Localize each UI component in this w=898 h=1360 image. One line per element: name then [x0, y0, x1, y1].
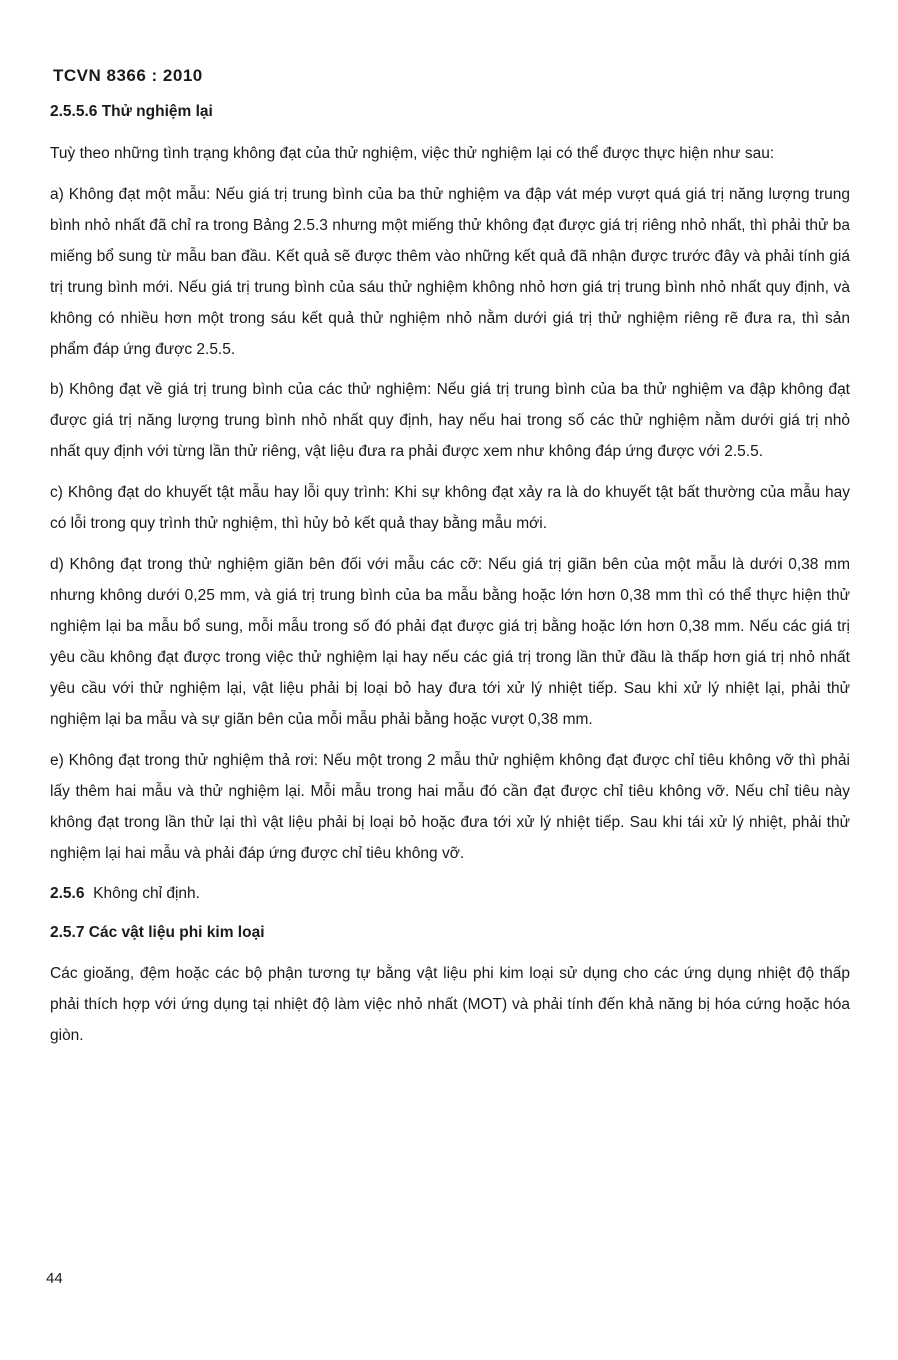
section-257-heading: 2.5.7 Các vật liệu phi kim loại [50, 924, 265, 941]
section-256-text: Không chỉ định. [93, 885, 200, 902]
item-d-paragraph: d) Không đạt trong thử nghiệm giãn bên đối với mẫu các cỡ: Nếu giá trị giãn bên của một mẫu là dưới 0,38 mm nhưng không dưới 0,25 mm, và giá trị trung bình của ba mẫu bằng hoặc lớn hơn 0,38 mm thì có thể thực hiện thử nghiệm lại ba mẫu bổ sung, mỗi mẫu trong số đó phải đạt được giá trị bằng hoặc lớn hơn 0,38 mm. Nếu các giá trị yêu cầu không đạt được trong việc thử nghiệm lại hay nếu các giá trị trong lần thử đầu là thấp hơn giá trị nhỏ nhất yêu cầu với thử nghiệm lại, vật liệu phải bị loại bỏ hay đưa tới xử lý nhiệt tiếp. Sau khi xử lý nhiệt lại, phải thử nghiệm lại ba mẫu và sự giãn bên của mỗi mẫu phải bằng hoặc vượt 0,38 mm. [50, 556, 850, 728]
standard-code-header: TCVN 8366 : 2010 [53, 66, 203, 85]
section-2556-heading: 2.5.5.6 Thử nghiệm lại [50, 103, 213, 120]
section-256-number: 2.5.6 [50, 885, 85, 902]
intro-paragraph: Tuỳ theo những tình trạng không đạt của thử nghiệm, việc thử nghiệm lại có thể được thực hiện như sau: [50, 145, 775, 162]
item-c-paragraph: c) Không đạt do khuyết tật mẫu hay lỗi quy trình: Khi sự không đạt xảy ra là do khuyết tật bất thường của mẫu hay có lỗi trong quy trình thử nghiệm, thì hủy bỏ kết quả thay bằng mẫu mới. [50, 484, 850, 532]
section-256-paragraph [50, 878, 850, 909]
item-b-paragraph: b) Không đạt về giá trị trung bình của các thử nghiệm: Nếu giá trị trung bình của ba thử nghiệm va đập không đạt được giá trị năng lượng trung bình nhỏ nhất quy định, hay nếu hai trong số các thử nghiệm nằm dưới giá trị nhỏ nhất quy định với từng lần thử riêng, vật liệu đưa ra phải được xem như không đáp ứng được với 2.5.5. [50, 381, 850, 460]
item-a-paragraph: a) Không đạt một mẫu: Nếu giá trị trung bình của ba thử nghiệm va đập vát mép vượt quá giá trị năng lượng trung bình nhỏ nhất đã chỉ ra trong Bảng 2.5.3 nhưng một miếng thử không đạt được giá trị riêng nhỏ nhất, thì phải thử ba miếng bổ sung từ mẫu ban đầu. Kết quả sẽ được thêm vào những kết quả đã nhận được trước đây và phải tính giá trị trung bình mới. Nếu giá trị trung bình của sáu thử nghiệm không nhỏ hơn giá trị trung bình nhỏ nhất quy định, và không có nhiều hơn một trong sáu kết quả thử nghiệm nhỏ nằm dưới giá trị thử nghiệm riêng rẽ đưa ra, thì sản phẩm đáp ứng được 2.5.5. [50, 186, 850, 358]
page-content [50, 96, 850, 1051]
item-e-paragraph: e) Không đạt trong thử nghiệm thả rơi: Nếu một trong 2 mẫu thử nghiệm không đạt được chỉ tiêu không vỡ thì phải lấy thêm hai mẫu và thử nghiệm lại. Mỗi mẫu trong hai mẫu đó cần đạt được chỉ tiêu không vỡ. Nếu chỉ tiêu này không đạt trong lần thử lại thì vật liệu phải bị loại bỏ hoặc đưa tới xử lý nhiệt tiếp. Sau khi tái xử lý nhiệt, phải thử nghiệm lại hai mẫu và phải đáp ứng được chỉ tiêu không vỡ. [50, 752, 850, 862]
section-257-body: Các gioăng, đệm hoặc các bộ phận tương tự bằng vật liệu phi kim loại sử dụng cho các ứng dụng nhiệt độ thấp phải thích hợp với ứng dụng tại nhiệt độ làm việc nhỏ nhất (MOT) và phải tính đến khả năng bị hóa cứng hoặc hóa giòn. [50, 965, 850, 1044]
page-number: 44 [46, 1270, 63, 1287]
